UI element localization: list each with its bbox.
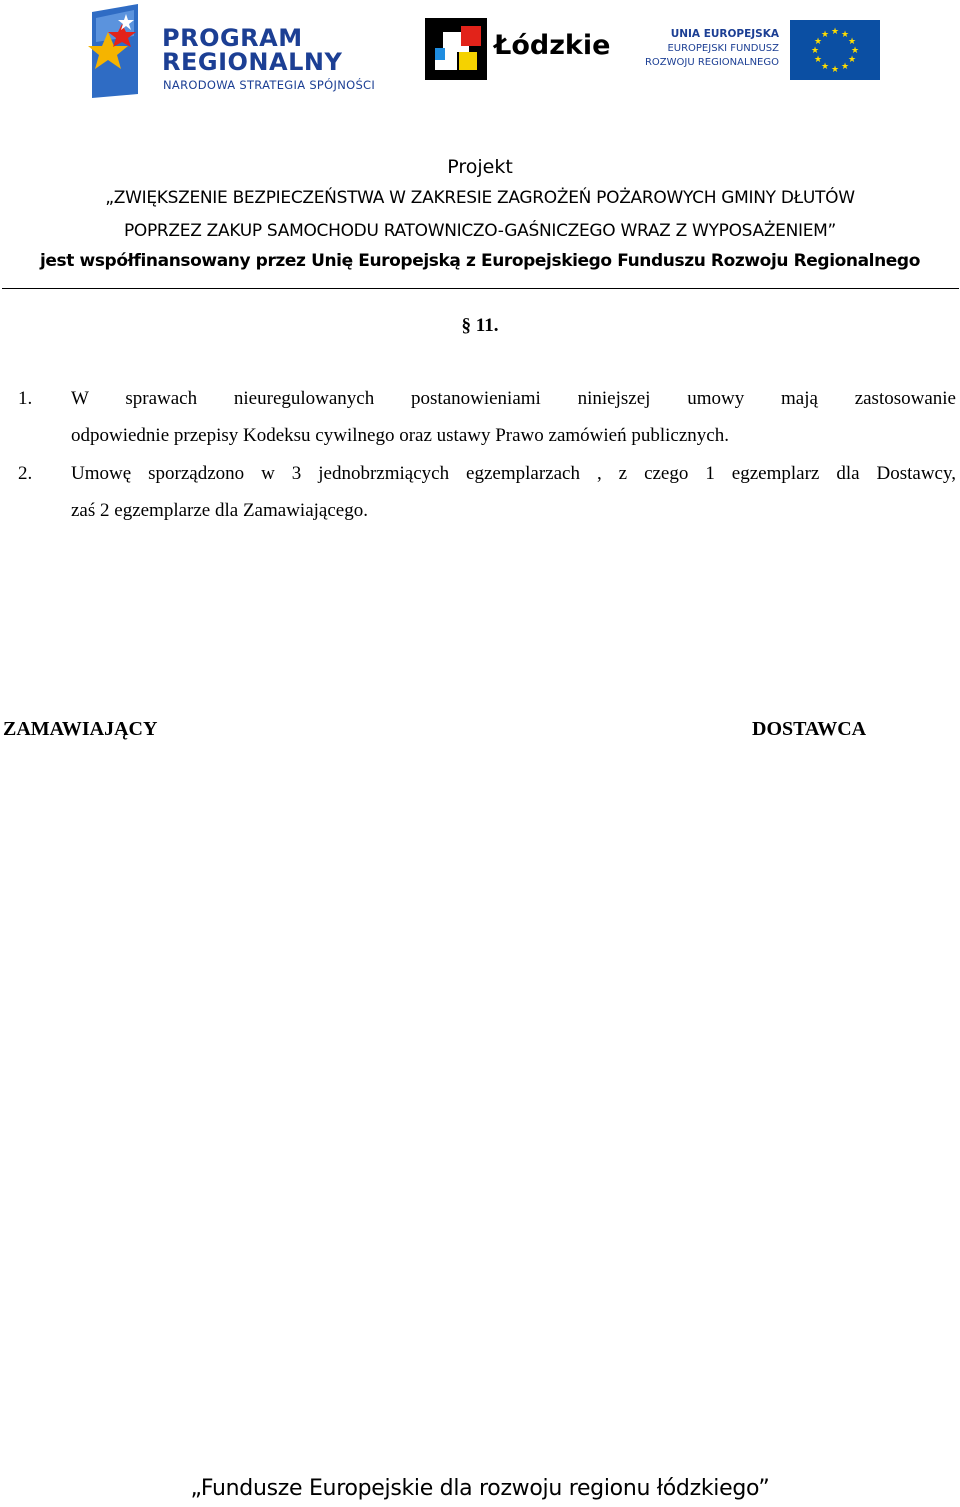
eu-line1: UNIA EUROPEJSKA <box>670 28 779 40</box>
item-2-number: 2. <box>18 463 33 484</box>
item-2-line1: Umowę sporządzono w 3 jednobrzmiących egzemplarzach , z czego 1 egzemplarz dla Dostawcy, <box>71 463 956 484</box>
lodzkie-wordmark: Łódzkie <box>494 30 611 61</box>
program-regionalny-emblem-icon <box>82 2 154 98</box>
eu-line3: ROZWOJU REGIONALNEGO <box>644 57 779 68</box>
svg-text:★: ★ <box>840 30 850 40</box>
svg-text:★: ★ <box>847 37 857 47</box>
program-regionalny-line1: PROGRAM <box>162 24 303 52</box>
item-1-line2: odpowiednie przepisy Kodeksu cywilnego oraz ustawy Prawo zamówień publicznych. <box>71 425 729 446</box>
item-1-number: 1. <box>18 388 33 409</box>
signature-zamawiajacy: ZAMAWIAJĄCY <box>3 718 158 740</box>
svg-text:★: ★ <box>847 55 857 65</box>
svg-text:★: ★ <box>830 27 840 37</box>
svg-text:★: ★ <box>820 30 830 40</box>
cofinancing-statement: jest współfinansowany przez Unię Europejską z Europejskiego Funduszu Rozwoju Regionalnego <box>40 251 920 271</box>
eu-flag-icon <box>790 20 880 80</box>
svg-text:★: ★ <box>850 46 860 56</box>
item-1-line1: W sprawach nieuregulowanych postanowieniami niniejszej umowy mają zastosowanie <box>71 388 956 409</box>
program-regionalny-logo <box>82 2 382 98</box>
program-regionalny-line3: NARODOWA STRATEGIA SPÓJNOŚCI <box>163 78 376 92</box>
signature-dostawca: DOSTAWCA <box>752 718 867 740</box>
lodzkie-logo <box>425 18 611 80</box>
project-title-line2: POPRZEZ ZAKUP SAMOCHODU RATOWNICZO-GAŚNICZEGO WRAZ Z WYPOSAŻENIEM” <box>123 221 837 241</box>
project-label: Projekt <box>447 156 513 178</box>
svg-text:★: ★ <box>840 62 850 72</box>
svg-text:★: ★ <box>813 37 823 47</box>
svg-text:★: ★ <box>830 65 840 75</box>
eu-line2: EUROPEJSKI FUNDUSZ <box>667 43 779 54</box>
item-2-line2: zaś 2 egzemplarze dla Zamawiającego. <box>71 500 368 521</box>
svg-text:★: ★ <box>810 46 820 56</box>
svg-text:★: ★ <box>820 62 830 72</box>
footer-slogan: „Fundusze Europejskie dla rozwoju regionu łódzkiego” <box>190 1476 770 1501</box>
lodzkie-emblem-icon <box>425 18 487 80</box>
program-regionalny-line2: REGIONALNY <box>162 48 343 76</box>
svg-text:★: ★ <box>813 55 823 65</box>
project-title-line1: „ZWIĘKSZENIE BEZPIECZEŃSTWA W ZAKRESIE ZAGROŻEŃ POŻAROWYCH GMINY DŁUTÓW <box>105 188 855 208</box>
header-divider <box>2 288 959 289</box>
section-heading: § 11. <box>461 315 499 336</box>
eu-logo <box>640 18 885 82</box>
